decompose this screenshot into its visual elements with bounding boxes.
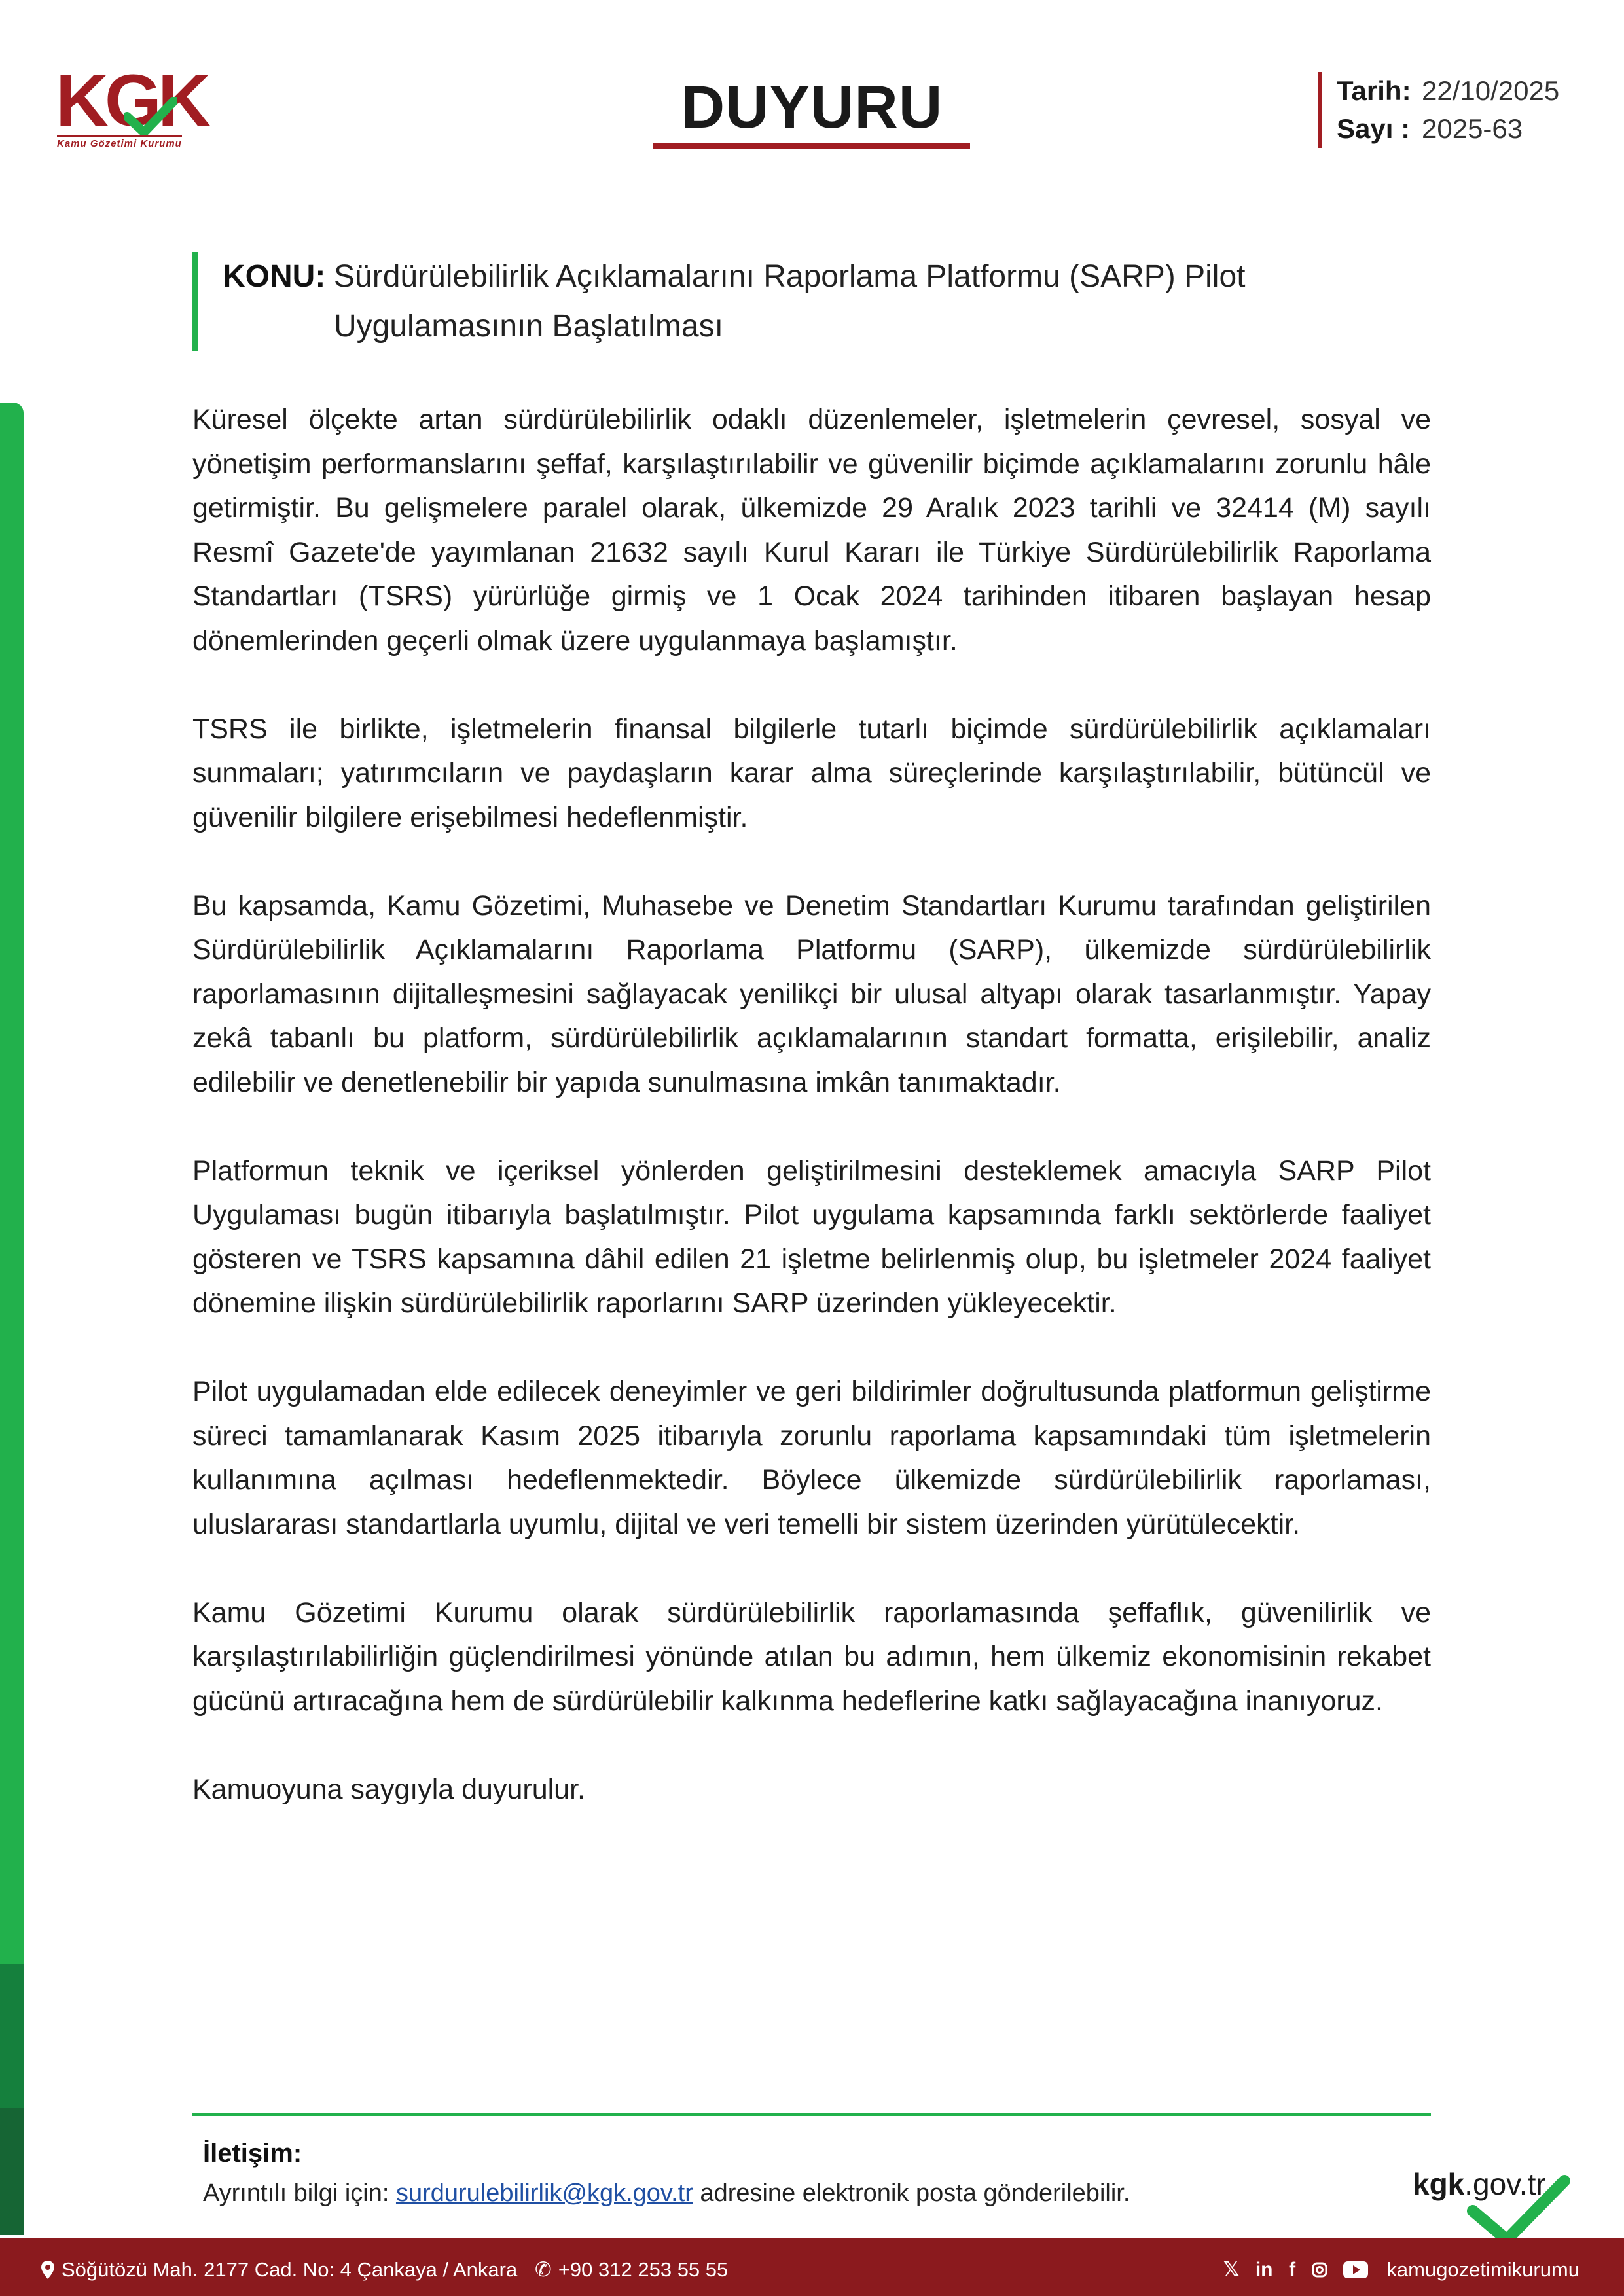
side-stripe <box>0 403 24 2235</box>
footer-social <box>1223 2257 1579 2282</box>
subject-block <box>192 252 1461 351</box>
linkedin-icon[interactable]: in <box>1255 2258 1273 2280</box>
number-value: 2025-63 <box>1422 113 1523 144</box>
x-social-icon[interactable]: 𝕏 <box>1223 2259 1240 2281</box>
youtube-icon[interactable] <box>1343 2261 1368 2278</box>
body-paragraph-1: Küresel ölçekte artan sürdürülebilirlik odaklı düzenlemeler, işletmelerin çevresel, sosyal ve yönetişim performanslarını şeffaf, karşılaştırılabilir ve güvenilir biçimde açıklamalarını zorunlu hâle getirmiştir. Bu gelişmelere paralel olarak, ülkemizde 29 Aralık 2023 tarihli ve 32414 (M) sayılı Resmî Gazete'de yayımlanan 21632 sayılı Kurul Kararı ile Türkiye Sürdürülebilirlik Raporlama Standartları (TSRS) yürürlüğe girmiş ve 1 Ocak 2024 tarihinden itibaren başlayan hesap dönemlerinden geçerli olmak üzere uygulanmaya başlamıştır. <box>192 404 1431 656</box>
contact-title: İletişim: <box>203 2139 302 2168</box>
facebook-icon[interactable]: f <box>1289 2258 1296 2280</box>
footer-bar <box>0 2238 1624 2296</box>
page-title: DUYURU <box>681 74 943 141</box>
date-row <box>1337 72 1559 110</box>
body-paragraph-4: Platformun teknik ve içeriksel yönlerden geliştirilmesini desteklemek amacıyla SARP Pilot Uygulaması bugün itibarıyla başlatılmıştır. Pilot uygulama kapsamında farklı sektörlerde faaliyet gösteren ve TSRS kapsamına dâhil edilen 21 işletme belirlenmiş olup, bu işletmeler 2024 faaliyet dönemine ilişkin sürdürülebilirlik raporlarını SARP üzerinden yükleyecektir. <box>192 1155 1431 1319</box>
logo-letters: KGK <box>56 60 207 141</box>
social-handle: kamugozetimikurumu <box>1386 2257 1579 2281</box>
body-paragraph-5: Pilot uygulamadan elde edilecek deneyimler ve geri bildirimler doğrultusunda platformun geliştirme süreci tamamlanarak Kasım 2025 itibarıyla zorunlu raporlama kapsamındaki tüm işletmelerin kullanımına açılması hedeflenmektedir. Böylece ülkemizde sürdürülebilirlik raporlaması, uluslararası standartlarla uyumlu, dijital ve veri temelli bir sistem üzerinden yürütülecektir. <box>192 1376 1431 1540</box>
footer-contact-info <box>41 2257 728 2282</box>
number-row <box>1337 110 1559 148</box>
contact-email-link[interactable]: surdurulebilirlik@kgk.gov.tr <box>395 2179 693 2207</box>
announcement-body <box>192 398 1431 1856</box>
number-label: Sayı : <box>1337 113 1411 144</box>
subject-label: KONU: <box>223 259 326 294</box>
footer-address: Söğütözü Mah. 2177 Cad. No: 4 Çankaya / Ankara <box>62 2257 518 2281</box>
location-pin-icon <box>41 2260 55 2280</box>
logo-subtitle: Kamu Gözetimi Kurumu <box>57 135 182 149</box>
date-label: Tarih: <box>1337 75 1411 106</box>
subject-text: Sürdürülebilirlik Açıklamalarını Raporlama Platformu (SARP) Pilot Uygulamasının Başlatılması <box>334 259 1246 344</box>
contact-prefix: Ayrıntılı bilgi için: <box>203 2179 396 2207</box>
title-underline <box>653 143 970 149</box>
body-paragraph-6: Kamu Gözetimi Kurumu olarak sürdürülebilirlik raporlamasında şeffaflık, güvenilirlik ve karşılaştırılabilirliğin güçlendirilmesi yönünde atılan bu adımın, hem ülkemiz ekonomisinin rekabet gücünü artıracağına hem de sürdürülebilir kalkınma hedeflerine katkı sağlayacağına inanıyoruz. <box>192 1596 1431 1717</box>
document-meta <box>1318 72 1559 148</box>
site-domain-rest: .gov.tr <box>1464 2167 1546 2201</box>
body-paragraph-3: Bu kapsamda, Kamu Gözetimi, Muhasebe ve Denetim Standartları Kurumu tarafından geliştirilen Sürdürülebilirlik Açıklamalarını Raporlama Platformu (SARP), ülkemizde sürdürülebilirlik raporlamasının dijitalleşmesini sağlayacak yenilikçi bir ulusal altyapı olarak tasarlanmıştır. Yapay zekâ tabanlı bu platform, sürdürülebilirlik açıklamalarının standart formatta, erişilebilir, analiz edilebilir ve denetlenebilir bir yapıda sunulmasına imkân tanımaktadır. <box>192 889 1431 1098</box>
footer-phone: +90 312 253 55 55 <box>558 2257 729 2281</box>
side-stripe-light <box>0 403 24 1964</box>
footer-divider <box>192 2113 1431 2116</box>
body-paragraph-2: TSRS ile birlikte, işletmelerin finansal bilgilerle tutarlı biçimde sürdürülebilirlik açıklamaları sunmaları; yatırımcıların ve paydaşların karar alma süreçlerinde karşılaştırılabilir, bütüncül ve güvenilir bilgilere erişebilmesi hedeflenmiştir. <box>192 713 1431 833</box>
phone-icon: ✆ <box>534 2257 552 2281</box>
site-domain-bold: kgk <box>1413 2167 1465 2201</box>
contact-line <box>203 2179 1130 2208</box>
side-stripe-dark <box>0 2108 24 2235</box>
closing-line: Kamuoyuna saygıyla duyurulur. <box>192 1773 585 1805</box>
instagram-icon[interactable] <box>1312 2262 1327 2278</box>
contact-suffix: adresine elektronik posta gönderilebilir. <box>693 2179 1130 2207</box>
date-value: 22/10/2025 <box>1422 75 1560 106</box>
side-stripe-mid <box>0 1964 24 2108</box>
